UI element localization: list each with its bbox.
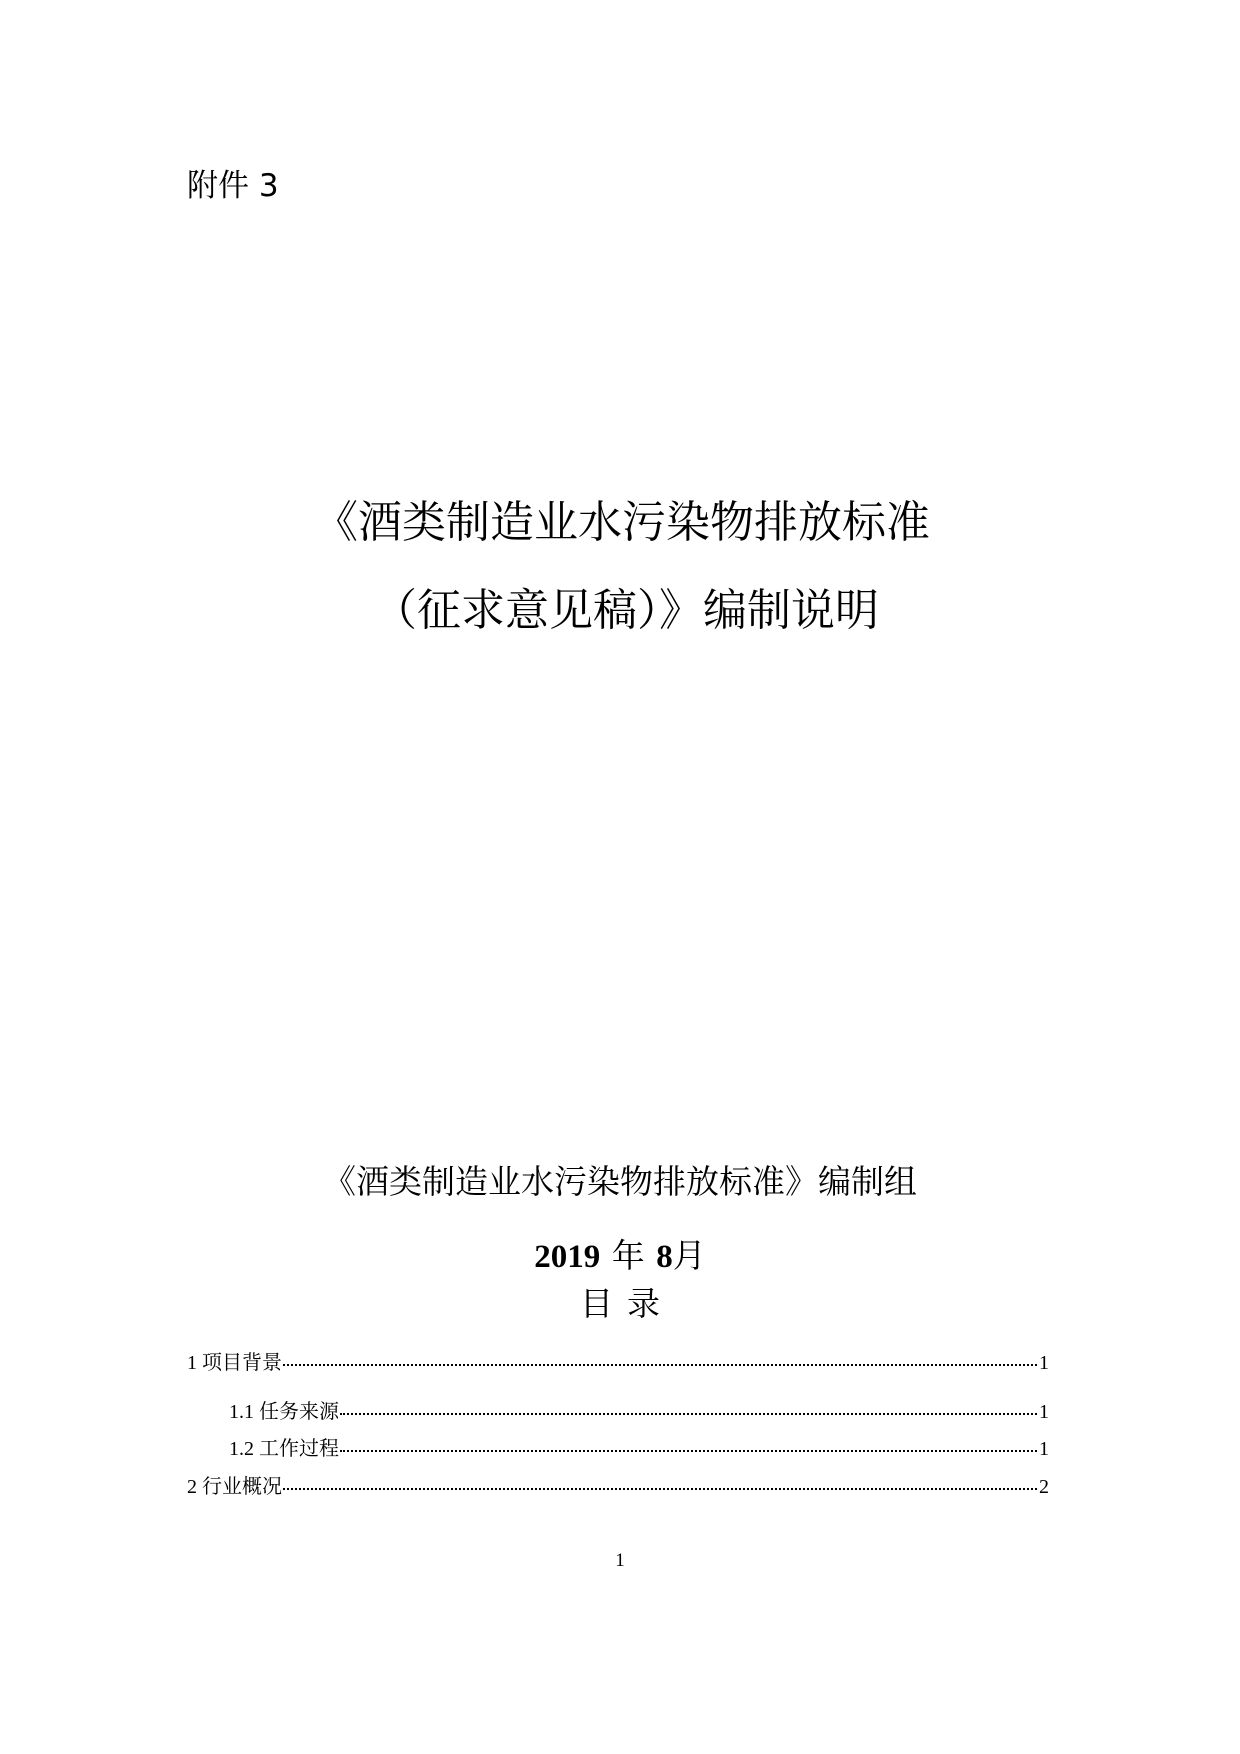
toc-dot-leader [340, 1413, 1037, 1415]
toc-entry[interactable] [187, 1347, 1049, 1377]
page-number: 1 [615, 1550, 625, 1571]
toc-dot-leader [283, 1488, 1037, 1490]
toc-entry-number: 1.1 [229, 1401, 254, 1423]
toc-entry-number: 1.2 [229, 1438, 254, 1460]
toc-dot-leader [340, 1450, 1037, 1452]
toc-entry-label: 任务来源 [259, 1399, 339, 1423]
toc-entry-number: 1 [187, 1352, 197, 1374]
toc-entry-page: 1 [1039, 1401, 1049, 1423]
drafting-organization: 《酒类制造业水污染物排放标准》编制组 [323, 1162, 917, 1201]
document-title-line-2: （征求意见稿）》编制说明 [373, 585, 879, 636]
toc-entry-label: 行业概况 [202, 1474, 282, 1498]
toc-entry-number: 2 [187, 1476, 197, 1498]
toc-entry[interactable] [187, 1471, 1049, 1501]
date-month-suffix: 月 [672, 1236, 706, 1275]
toc-entry-label: 项目背景 [202, 1350, 282, 1374]
toc-entry-page: 1 [1039, 1352, 1049, 1374]
date-month: 8 [656, 1239, 673, 1275]
document-date [0, 1234, 1240, 1279]
attachment-label: 附件 3 [187, 168, 279, 204]
toc-entry[interactable] [229, 1433, 1049, 1463]
toc-entry-page: 1 [1039, 1438, 1049, 1460]
date-year-suffix: 年 [611, 1236, 645, 1275]
document-title-line-1: 《酒类制造业水污染物排放标准 [314, 497, 930, 548]
toc-dot-leader [283, 1364, 1037, 1366]
toc-heading: 目录 [580, 1284, 674, 1323]
toc-entry-label: 工作过程 [259, 1436, 339, 1460]
toc-entry-page: 2 [1039, 1476, 1049, 1498]
toc-entry[interactable] [229, 1396, 1049, 1426]
date-year: 2019 [534, 1239, 601, 1275]
